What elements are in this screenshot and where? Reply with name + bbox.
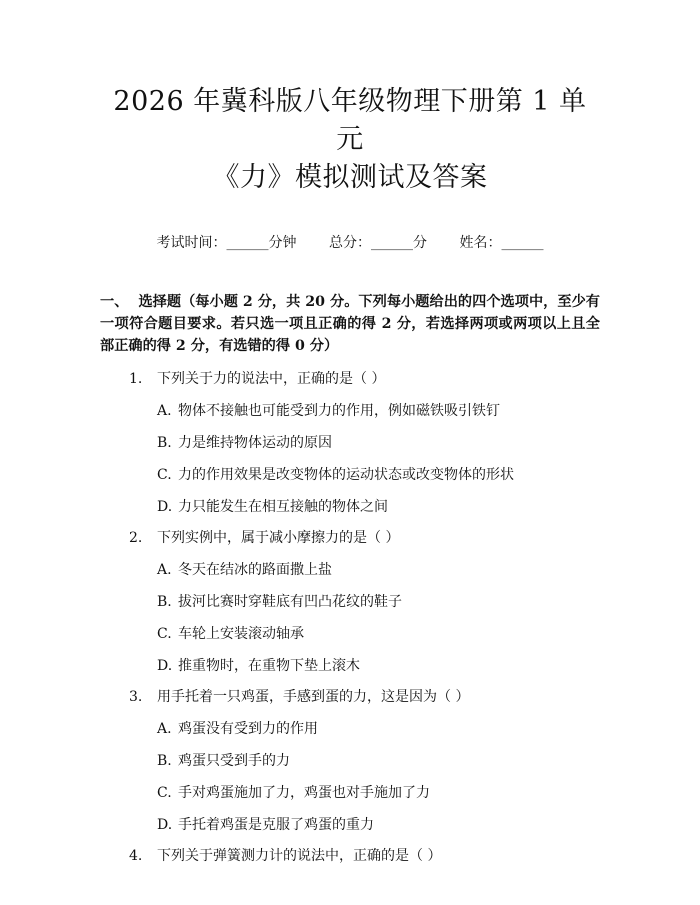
question-text: 用手托着一只鸡蛋，手感到蛋的力，这是因为（ ）	[157, 689, 470, 705]
option-text: 车轮上安装滚动轴承	[178, 626, 304, 642]
option-text: 冬天在结冰的路面撒上盐	[178, 562, 332, 578]
answer-option	[100, 719, 600, 739]
question-number: 2.	[129, 530, 143, 546]
option-letter: C.	[157, 467, 172, 483]
option-letter: A.	[157, 721, 172, 737]
question-text: 下列实例中，属于减小摩擦力的是（ ）	[157, 530, 400, 546]
answer-option	[100, 433, 600, 453]
question-number: 4.	[129, 848, 143, 864]
option-letter: D.	[157, 499, 173, 515]
exam-score	[329, 233, 427, 253]
option-text: 手对鸡蛋施加了力，鸡蛋也对手施加了力	[178, 785, 430, 801]
option-letter: B.	[157, 435, 172, 451]
page-title-line1: 2026 年冀科版八年级物理下册第 1 单元	[113, 86, 587, 155]
option-letter: D.	[157, 658, 173, 674]
option-text: 力是维持物体运动的原因	[178, 435, 332, 451]
question-item	[100, 846, 600, 866]
option-text: 手托着鸡蛋是克服了鸡蛋的重力	[178, 817, 374, 833]
option-text: 物体不接触也可能受到力的作用，例如磁铁吸引铁钉	[178, 403, 500, 419]
option-text: 力只能发生在相互接触的物体之间	[178, 499, 388, 515]
question-item	[100, 687, 600, 707]
option-text: 鸡蛋没有受到力的作用	[178, 721, 318, 737]
answer-option	[100, 401, 600, 421]
option-text: 鸡蛋只受到手的力	[178, 753, 290, 769]
answer-option	[100, 497, 600, 517]
section-heading	[100, 291, 600, 357]
answer-option	[100, 783, 600, 803]
answer-option	[100, 560, 600, 580]
option-letter: D.	[157, 817, 173, 833]
exam-time-unit: 分钟	[268, 235, 297, 251]
section-number: 一、	[100, 294, 129, 310]
option-letter: A.	[157, 403, 172, 419]
page-title-line2: 《力》模拟测试及答案	[212, 162, 488, 193]
option-text: 拔河比赛时穿鞋底有凹凸花纹的鞋子	[178, 594, 402, 610]
exam-info	[100, 233, 600, 253]
answer-option	[100, 465, 600, 485]
answer-option	[100, 815, 600, 835]
question-number: 3.	[129, 689, 143, 705]
question-text: 下列关于力的说法中，正确的是（ ）	[157, 371, 386, 387]
exam-score-blank: ______	[371, 235, 413, 251]
answer-option	[100, 624, 600, 644]
question-text: 下列关于弹簧测力计的说法中，正确的是（ ）	[157, 848, 442, 864]
question-item	[100, 528, 600, 548]
option-letter: A.	[157, 562, 172, 578]
exam-score-label: 总分：	[329, 235, 371, 251]
student-name	[459, 233, 543, 253]
exam-time-blank: ______	[226, 235, 269, 251]
question-number: 1.	[129, 371, 143, 387]
answer-option	[100, 751, 600, 771]
question-item	[100, 369, 600, 389]
question-list	[100, 369, 600, 866]
option-text: 推重物时，在重物下垫上滚木	[178, 658, 360, 674]
option-letter: C.	[157, 785, 172, 801]
exam-time	[157, 233, 297, 253]
section-instructions: 选择题（每小题 2 分，共 20 分。下列每小题给出的四个选项中，至少有一项符合题目要求。若只选一项且正确的得 2 分，若选择两项或两项以上且全部正确的得 2 分，有选错的得 0 分）	[100, 294, 600, 354]
answer-option	[100, 656, 600, 676]
student-name-blank: ______	[501, 235, 544, 251]
option-letter: B.	[157, 753, 172, 769]
exam-time-label: 考试时间：	[156, 235, 227, 251]
option-letter: B.	[157, 594, 172, 610]
exam-score-unit: 分	[413, 235, 427, 251]
option-letter: C.	[157, 626, 172, 642]
option-text: 力的作用效果是改变物体的运动状态或改变物体的形状	[178, 467, 514, 483]
answer-option	[100, 592, 600, 612]
student-name-label: 姓名：	[459, 235, 502, 251]
